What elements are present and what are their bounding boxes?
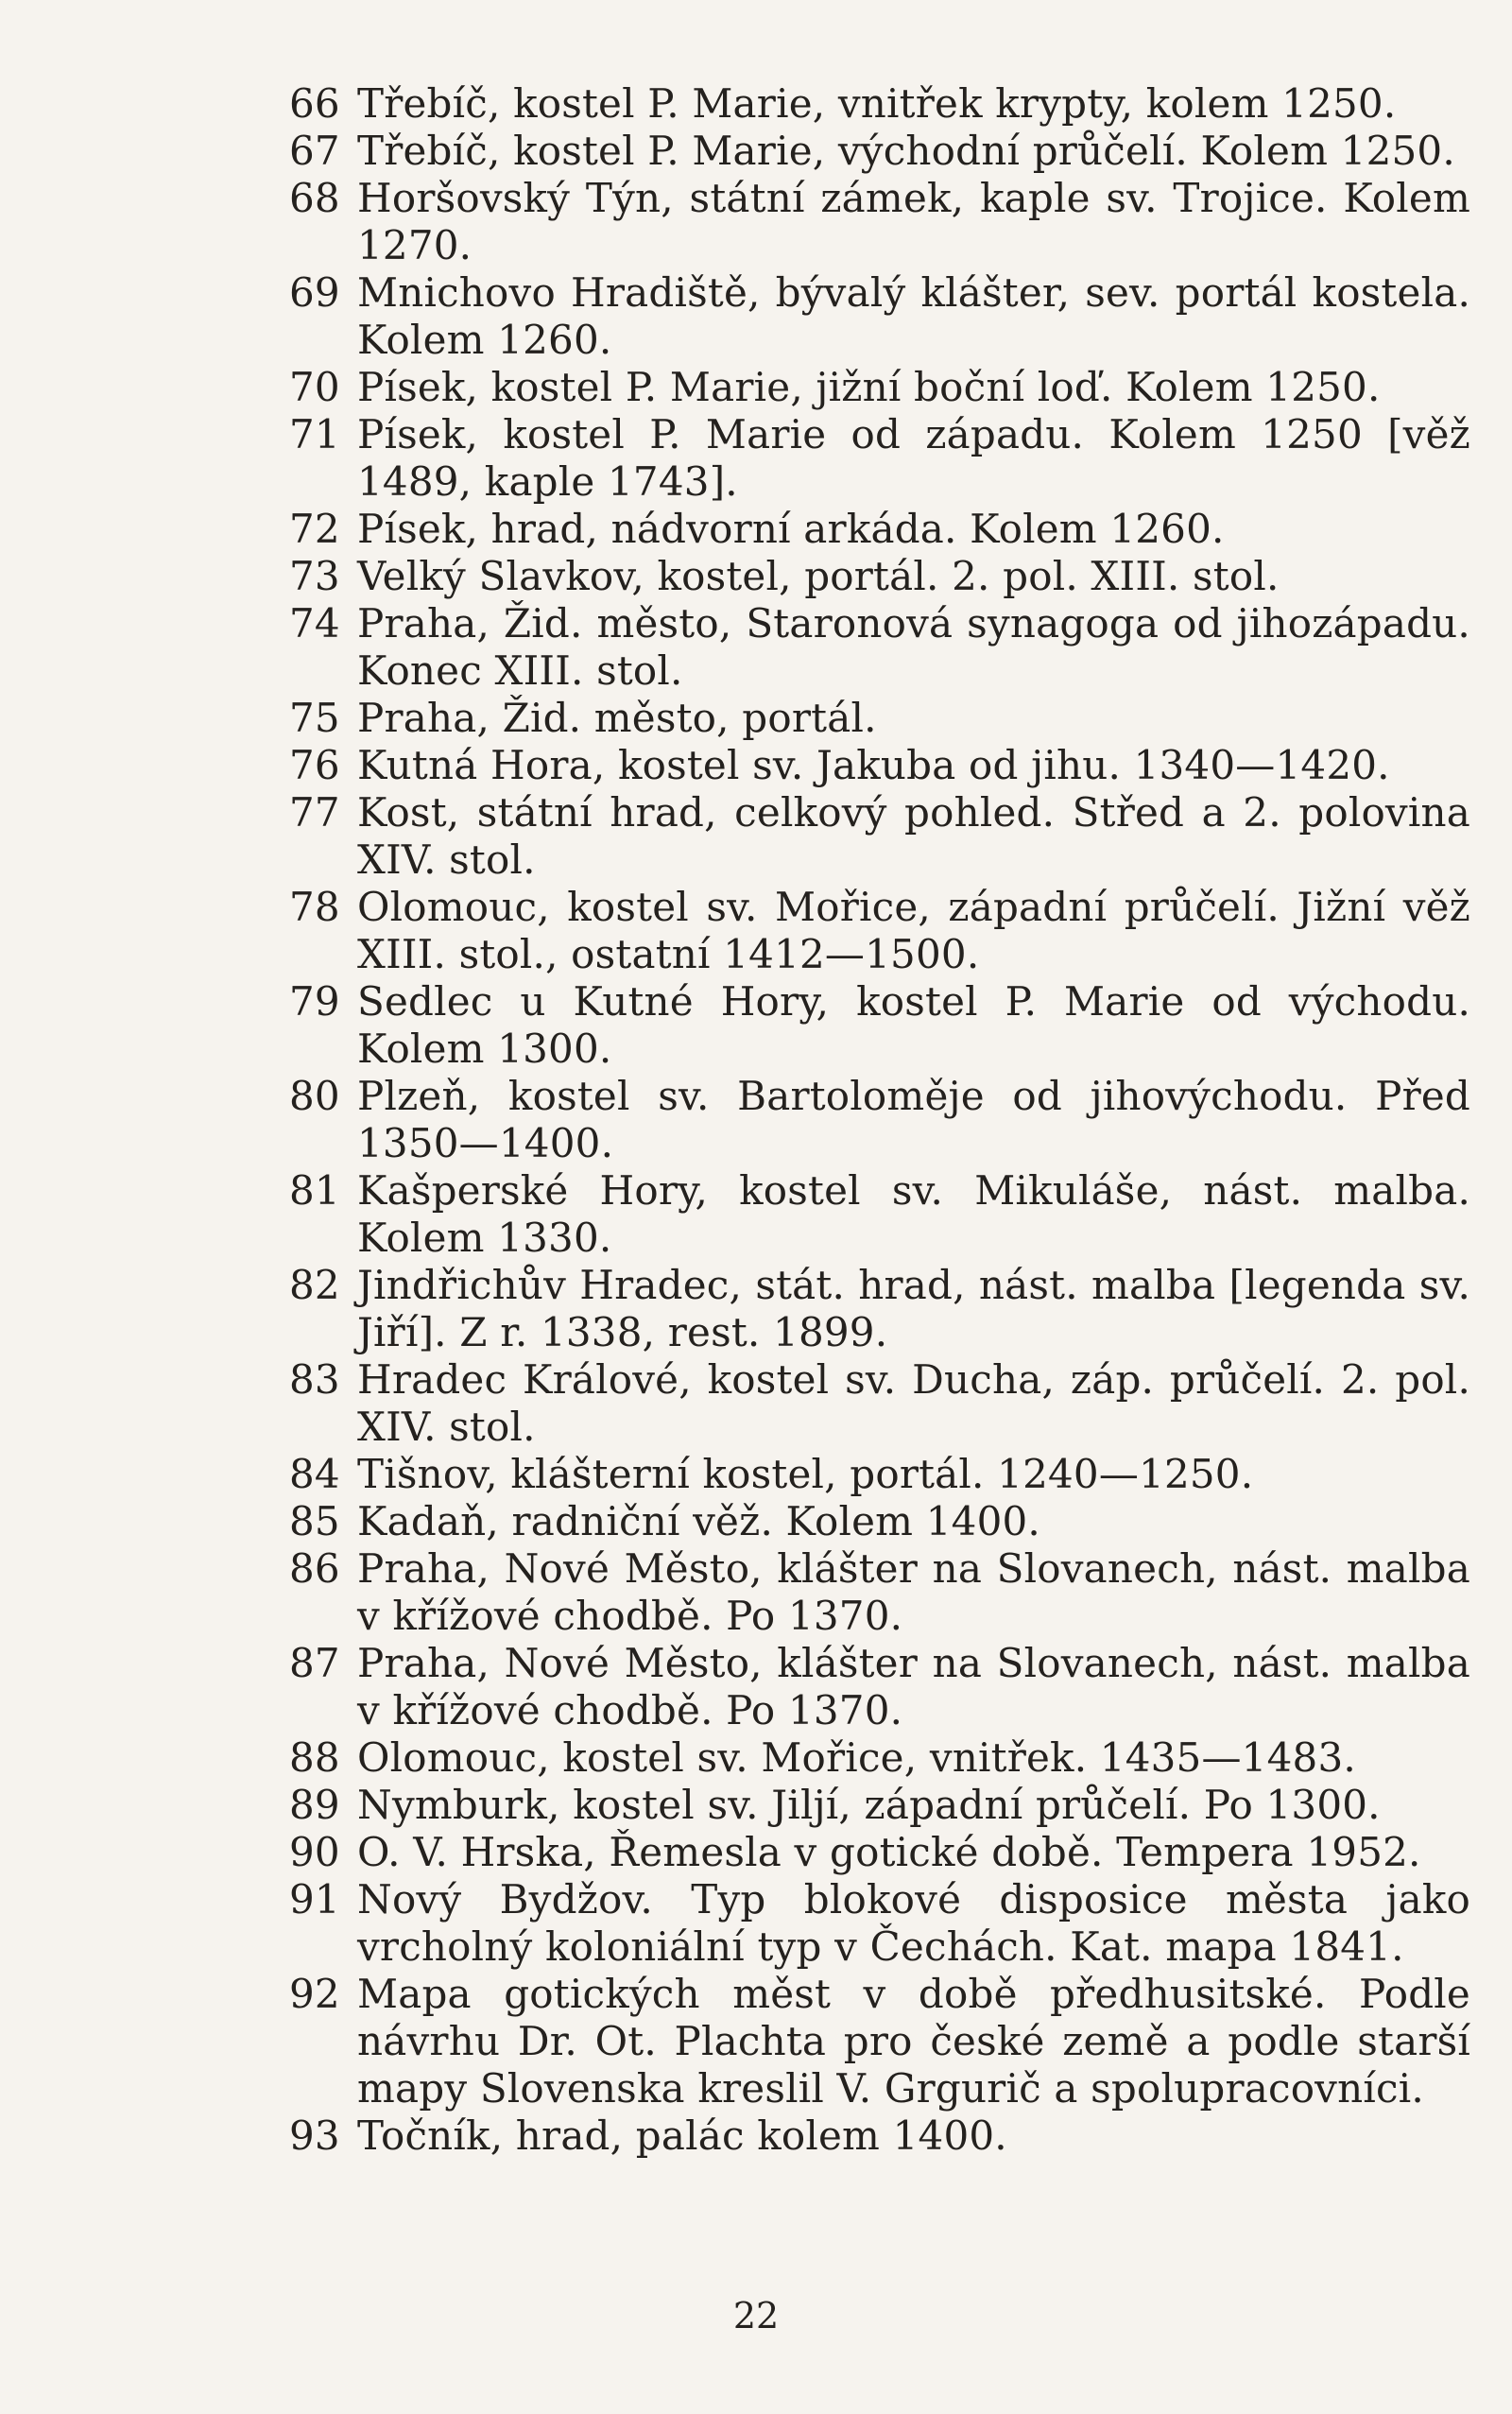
entry-number: 72	[289, 506, 340, 552]
entry-caption: Velký Slavkov, kostel, portál. 2. pol. XIII. stol.	[357, 553, 1280, 599]
list-item	[289, 1451, 1470, 1498]
list-item	[289, 1498, 1470, 1545]
entry-number: 89	[289, 1782, 340, 1828]
entry-number: 68	[289, 175, 340, 221]
entry-caption: O. V. Hrska, Řemesla v gotické době. Tempera 1952.	[357, 1829, 1421, 1875]
list-item	[289, 1876, 1470, 1971]
entry-caption: Třebíč, kostel P. Marie, východní průčelí. Kolem 1250.	[357, 128, 1455, 174]
entry-number: 70	[289, 364, 340, 410]
entry-caption: Mnichovo Hradiště, bývalý klášter, sev. portál kostela. Kolem 1260.	[357, 269, 1470, 363]
plate-list	[289, 80, 1470, 2160]
list-item	[289, 789, 1470, 884]
entry-number: 87	[289, 1640, 340, 1686]
entry-number: 79	[289, 978, 340, 1025]
entry-number: 84	[289, 1451, 340, 1497]
list-item	[289, 175, 1470, 269]
entry-caption: Kadaň, radniční věž. Kolem 1400.	[357, 1498, 1040, 1544]
list-item	[289, 695, 1470, 742]
list-item	[289, 1545, 1470, 1640]
entry-number: 82	[289, 1262, 340, 1308]
entry-caption: Kost, státní hrad, celkový pohled. Střed a 2. polovina XIV. stol.	[357, 789, 1470, 883]
page-number: 22	[732, 2295, 780, 2336]
list-item	[289, 269, 1470, 364]
entry-caption: Kašperské Hory, kostel sv. Mikuláše, nást. malba. Kolem 1330.	[357, 1167, 1470, 1261]
list-item	[289, 506, 1470, 553]
list-item	[289, 1073, 1470, 1167]
entry-caption: Olomouc, kostel sv. Mořice, vnitřek. 1435—1483.	[357, 1734, 1356, 1781]
list-item	[289, 1829, 1470, 1876]
entry-number: 75	[289, 695, 340, 741]
entry-caption: Sedlec u Kutné Hory, kostel P. Marie od východu. Kolem 1300.	[357, 978, 1470, 1072]
list-item	[289, 1734, 1470, 1782]
entry-caption: Praha, Žid. město, Staronová synagoga od jihozápadu. Konec XIII. stol.	[357, 600, 1470, 694]
entry-caption: Hradec Králové, kostel sv. Ducha, záp. průčelí. 2. pol. XIV. stol.	[357, 1356, 1470, 1450]
entry-caption: Nymburk, kostel sv. Jiljí, západní průčelí. Po 1300.	[357, 1782, 1381, 1828]
entry-number: 88	[289, 1734, 340, 1781]
list-item	[289, 1262, 1470, 1356]
list-item	[289, 884, 1470, 978]
list-item	[289, 978, 1470, 1073]
entry-caption: Točník, hrad, palác kolem 1400.	[357, 2112, 1007, 2159]
entry-number: 67	[289, 128, 340, 174]
entry-number: 76	[289, 742, 340, 788]
entry-number: 74	[289, 600, 340, 647]
entry-caption: Horšovský Týn, státní zámek, kaple sv. Trojice. Kolem 1270.	[357, 175, 1470, 268]
entry-number: 80	[289, 1073, 340, 1119]
list-item	[289, 1356, 1470, 1451]
list-item	[289, 128, 1470, 175]
list-item	[289, 1167, 1470, 1262]
entry-number: 90	[289, 1829, 340, 1875]
list-item	[289, 2112, 1470, 2160]
entry-caption: Olomouc, kostel sv. Mořice, západní průčelí. Jižní věž XIII. stol., ostatní 1412—1500.	[357, 884, 1470, 977]
entry-number: 71	[289, 411, 340, 457]
entry-number: 85	[289, 1498, 340, 1544]
list-item	[289, 600, 1470, 695]
list-item	[289, 364, 1470, 411]
entry-caption: Plzeň, kostel sv. Bartoloměje od jihovýchodu. Před 1350—1400.	[357, 1073, 1470, 1166]
entry-caption: Písek, hrad, nádvorní arkáda. Kolem 1260.	[357, 506, 1225, 552]
entry-number: 81	[289, 1167, 340, 1214]
entry-caption: Kutná Hora, kostel sv. Jakuba od jihu. 1340—1420.	[357, 742, 1390, 788]
entry-caption: Nový Bydžov. Typ blokové disposice města jako vrcholný koloniální typ v Čechách. Kat. mapa 1841.	[357, 1876, 1470, 1970]
entry-caption: Jindřichův Hradec, stát. hrad, nást. malba [legenda sv. Jiří]. Z r. 1338, rest. 1899.	[357, 1262, 1470, 1355]
entry-caption: Písek, kostel P. Marie od západu. Kolem 1250 [věž 1489, kaple 1743].	[357, 411, 1470, 505]
list-item	[289, 553, 1470, 600]
entry-number: 92	[289, 1971, 340, 2017]
list-item	[289, 80, 1470, 128]
entry-number: 86	[289, 1545, 340, 1592]
list-item	[289, 411, 1470, 506]
list-item	[289, 742, 1470, 789]
entry-number: 78	[289, 884, 340, 930]
entry-caption: Praha, Žid. město, portál.	[357, 695, 877, 741]
list-item	[289, 1782, 1470, 1829]
entry-number: 73	[289, 553, 340, 599]
list-item	[289, 1971, 1470, 2112]
list-item	[289, 1640, 1470, 1734]
entry-number: 69	[289, 269, 340, 316]
entry-number: 83	[289, 1356, 340, 1403]
entry-caption: Tišnov, klášterní kostel, portál. 1240—1250.	[357, 1451, 1254, 1497]
entry-number: 93	[289, 2112, 340, 2159]
entry-caption: Písek, kostel P. Marie, jižní boční loď. Kolem 1250.	[357, 364, 1381, 410]
entry-number: 77	[289, 789, 340, 836]
entry-caption: Mapa gotických měst v době předhusitské. Podle návrhu Dr. Ot. Plachta pro české země a podle starší mapy Slovenska kreslil V. Grgurič a spolupracovníci.	[357, 1971, 1470, 2112]
entry-caption: Praha, Nové Město, klášter na Slovanech, nást. malba v křížové chodbě. Po 1370.	[357, 1545, 1470, 1639]
entry-caption: Praha, Nové Město, klášter na Slovanech, nást. malba v křížové chodbě. Po 1370.	[357, 1640, 1470, 1733]
entry-caption: Třebíč, kostel P. Marie, vnitřek krypty, kolem 1250.	[357, 80, 1397, 127]
entry-number: 91	[289, 1876, 340, 1923]
entry-number: 66	[289, 80, 340, 127]
